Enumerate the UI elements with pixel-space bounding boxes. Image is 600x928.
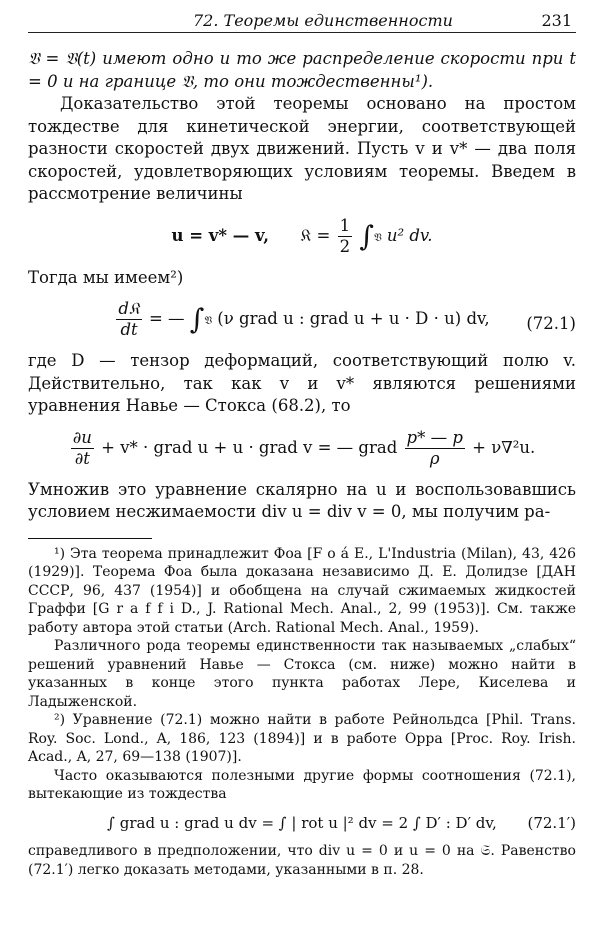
equation-number: (72.1): [526, 314, 576, 333]
fraction: $\frac{1}{2}$: [339, 215, 351, 256]
running-header: [28, 6, 576, 33]
theorem-end: 𝔙 = 𝔙(t) имеют одно и то же распределение скорости при t = 0 и на границе 𝔙, то они тождественны¹).: [28, 49, 576, 91]
fraction: $\frac{\partial u}{\partial t}$: [72, 427, 92, 468]
footnote-rule: [28, 538, 152, 539]
equation-definitions: u = v* — v, 𝔎 = $\frac{1}{2}$ ∫𝔙 u² dv.: [171, 215, 433, 256]
paragraph: Умножив это уравнение скалярно на u и воспользовавшись условием несжимаемости div u = div v = 0, мы получим ра-: [28, 479, 576, 521]
footnote-1: ¹) Эта теорема принадлежит Фоа [F o á E., L'Industria (Milan), 43, 426 (1929)]. Теорема Фоа была доказана независимо Д. Е. Долидзе [ДАН СССР, 96, 437 (1954)] и обобщена на случай сжимаемых жидкостей Граффи [G r a f f i D., J. Rational Mech. Anal., 2, 99 (1953)]. См. также работу автора этой статьи (Arch. Rational Mech. Anal., 1959).: [28, 545, 576, 636]
page-number: 231: [541, 11, 572, 30]
equation-navier-stokes: $\frac{\partial u}{\partial t}$ + v* · grad u + u · grad v = — grad $\frac{p* — p}{\rho}$ + ν∇²u.: [72, 427, 536, 468]
paragraph: Тогда мы имеем²): [28, 267, 184, 287]
main-text: [28, 48, 576, 879]
footnote-2-end: справедливого в предположении, что div u = 0 и u = 0 на 𝔖. Равенство (72.1′) легко доказать методами, указанными в п. 28.: [28, 843, 576, 878]
fraction: $\frac{\text{d𝔎}}{dt}$: [118, 299, 140, 339]
footnote-2: ²) Уравнение (72.1) можно найти в работе Рейнольдса [Phil. Trans. Roy. Soc. Lond., A, 186, 123 (1894)] и в работе Орра [Proc. Roy. Irish. Acad., A, 27, 69—138 (1907)].: [28, 712, 576, 765]
footnote-1-cont: Различного рода теоремы единственности так называемых „слабых“ решений уравнений Навье — Стокса (см. ниже) можно найти в указанных в конце этого пункта работах Лере, Киселева и Ладыженской.: [28, 638, 576, 710]
paragraph: где D — тензор деформаций, соответствующий полю v. Действительно, так как v и v* являются решениями уравнения Навье — Стокса (68.2), то: [28, 351, 576, 415]
section-title: 72. Теоремы единственности: [193, 11, 453, 30]
fraction: $\frac{p* — p}{\rho}$: [406, 427, 463, 468]
equation-72-1: $\frac{\text{d𝔎}}{dt}$ = — ∫𝔙 (ν grad u : grad u + u · D · u) dv, (72.1): [118, 299, 576, 339]
footnote-2-cont: Часто оказываются полезными другие формы соотношения (72.1), вытекающие из тождества: [28, 767, 576, 802]
equation-72-1-prime: ∫ grad u : grad u dv = ∫ | rot u |² dv = 2 ∫ D′ : D′ dv, (72.1′): [28, 812, 576, 835]
equation-number: (72.1′): [527, 813, 576, 832]
paragraph: Доказательство этой теоремы основано на простом тождестве для кинетической энергии, соответствующей разности скоростей двух движений. Пусть v и v* — два поля скоростей, удовлетворяющих условиям теоремы. Введем в рассмотрение величины: [28, 94, 576, 203]
